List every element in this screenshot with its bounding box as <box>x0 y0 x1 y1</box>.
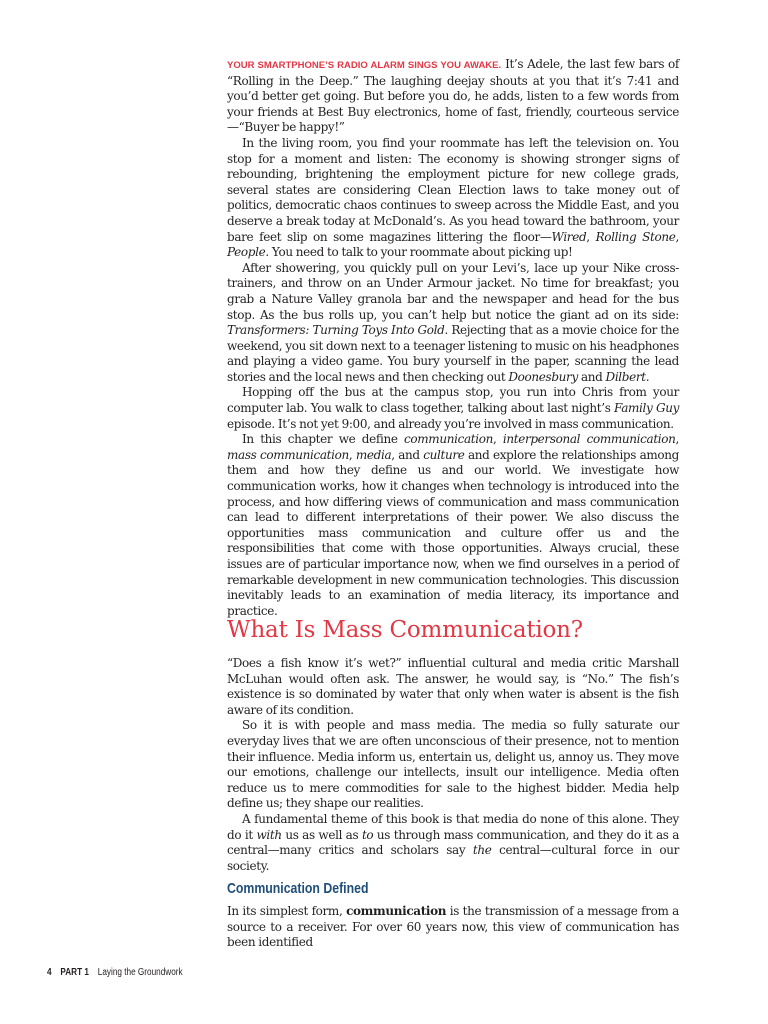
separator: , <box>675 432 680 447</box>
paragraph-text: us as well as <box>281 827 362 842</box>
paragraph-text: In the living room, you find your roommate has left the television on. You stop for a moment and listen: The economy is showing stronger signs of rebounding, brightening the employment picture for new college grads, several states are considering Clean Election laws to take money out of politics, democratic chaos continues to sweep across the Middle East, and you deserve a break today at McDonald’s. As you head toward the bathroom, your bare feet slip on some magazines littering the floor— <box>227 135 679 244</box>
paragraph-text: and explore the relationships among them and how they define us and our world. We investigate how communication works, how it changes when technology is introduced into the process, and how differing views of communication and mass communication can lead to different interpretations of their power. We also discuss the opportunities mass communication and culture offer us and the responsibilities that come with those opportunities. Always crucial, these issues are of particular importance now, when we find ourselves in a period of remarkable development in new communication technologies. This discussion inevitably leads to an examination of media literacy, its importance and practice. <box>227 447 679 618</box>
comic-title: Doonesbury <box>508 369 578 384</box>
paragraph-text: A fundamental theme of this book is that media do none of this alone. They do it <box>227 811 679 842</box>
paragraph-text: Hopping off the bus at the campus stop, you run into Chris from your computer lab. You walk to class together, talking about last night’s <box>227 385 679 416</box>
separator: , <box>348 447 356 462</box>
paragraph-text: . Rejecting that as a movie choice for the weekend, you sit down next to a teenager listening to music on his headphones and playing a video game. You bury yourself in the paper, scanning the lead stories and the local news and then checking out <box>227 323 680 384</box>
emphasis: to <box>361 827 374 842</box>
show-title: Family Guy <box>614 401 680 416</box>
term: media <box>355 447 392 462</box>
separator: , <box>492 432 503 447</box>
subsection-paragraph <box>227 904 679 951</box>
paragraph-text: is the transmission of a message from a source to a receiver. For over 60 years now, this view of communication has been identified <box>227 904 679 950</box>
lead-in: YOUR SMARTPHONE’S RADIO ALARM SINGS YOU AWAKE. <box>227 60 502 71</box>
paragraph-text: . <box>645 369 650 384</box>
section-paragraph: “Does a fish know it’s wet?” influential cultural and media critic Marshall McLuhan would often ask. The answer, he would say, is “No.” The fish’s existence is so dominated by water that only when water is absent is the fish aware of its condition. <box>227 656 679 717</box>
intro-paragraph <box>227 57 679 136</box>
section-paragraph: So it is with people and mass media. The media so fully saturate our everyday lives that we are often unconscious of their presence, not to mention their influence. Media inform us, entertain us, delight us, annoy us. They move our emotions, challenge our intellects, insult our intelligence. Media often reduce us to mere commodities for sale to the highest bidder. Media help define us; they shape our realities. <box>227 718 679 811</box>
paragraph-text: After showering, you quickly pull on your Levi’s, lace up your Nike cross-trainers, and throw on an Under Armour jacket. No time for breakfast; you grab a Nature Valley granola bar and the newspaper and head for the bus stop. As the bus rolls up, you can’t help but notice the giant ad on its side: <box>227 260 679 322</box>
separator: , <box>586 229 596 244</box>
intro-paragraph <box>227 385 679 432</box>
magazine-title: People <box>227 245 266 260</box>
magazine-title: Rolling Stone <box>595 229 676 244</box>
emphasis: the <box>472 843 492 858</box>
paragraph-text: . You need to talk to your roommate about picking up! <box>265 245 573 260</box>
part-title: Laying the Groundwork <box>97 967 183 978</box>
comic-title: Dilbert <box>605 369 646 384</box>
term: interpersonal communication <box>502 432 676 447</box>
subsection-heading: Communication Defined <box>227 880 369 897</box>
paragraph-text: It’s Adele, the last few bars of “Rolling in the Deep.” The laughing deejay shouts at you that it’s 7:41 and you’d better get going. But before you do, he adds, listen to a few words from your friends at Best Buy electronics, home of fast, friendly, courteous service—“Buyer be happy!” <box>227 57 679 135</box>
separator: , and <box>391 447 424 462</box>
emphasis: with <box>256 827 282 842</box>
intro-paragraph <box>227 432 679 619</box>
section-paragraph <box>227 812 679 874</box>
key-term: communication <box>346 904 447 918</box>
paragraph-text: In its simplest form, <box>227 904 347 918</box>
intro-paragraph <box>227 136 679 261</box>
part-label: PART 1 <box>60 967 89 978</box>
magazine-title: Wired <box>551 229 587 244</box>
page-number: 4 <box>47 967 52 978</box>
subsection-text <box>227 904 679 951</box>
term: mass communication <box>227 447 349 462</box>
paragraph-text: us through mass communication, and they do it as a central—many critics and scholars say <box>227 827 679 858</box>
intro-paragraph <box>227 261 679 386</box>
term: culture <box>423 447 465 462</box>
section-heading: What Is Mass Communication? <box>227 617 583 643</box>
paragraph-text: episode. It’s not yet 9:00, and already you’re involved in mass communication. <box>227 416 674 431</box>
paragraph-text: and <box>577 369 606 384</box>
paragraph-text: In this chapter we define <box>242 432 405 447</box>
page-footer <box>47 967 183 978</box>
paragraph-text: central—cultural force in our society. <box>227 843 680 873</box>
term: communication <box>404 432 493 447</box>
intro-text <box>227 57 679 619</box>
movie-title: Transformers: Turning Toys Into Gold <box>227 323 445 338</box>
section-text <box>227 656 679 874</box>
separator: , <box>675 229 679 244</box>
